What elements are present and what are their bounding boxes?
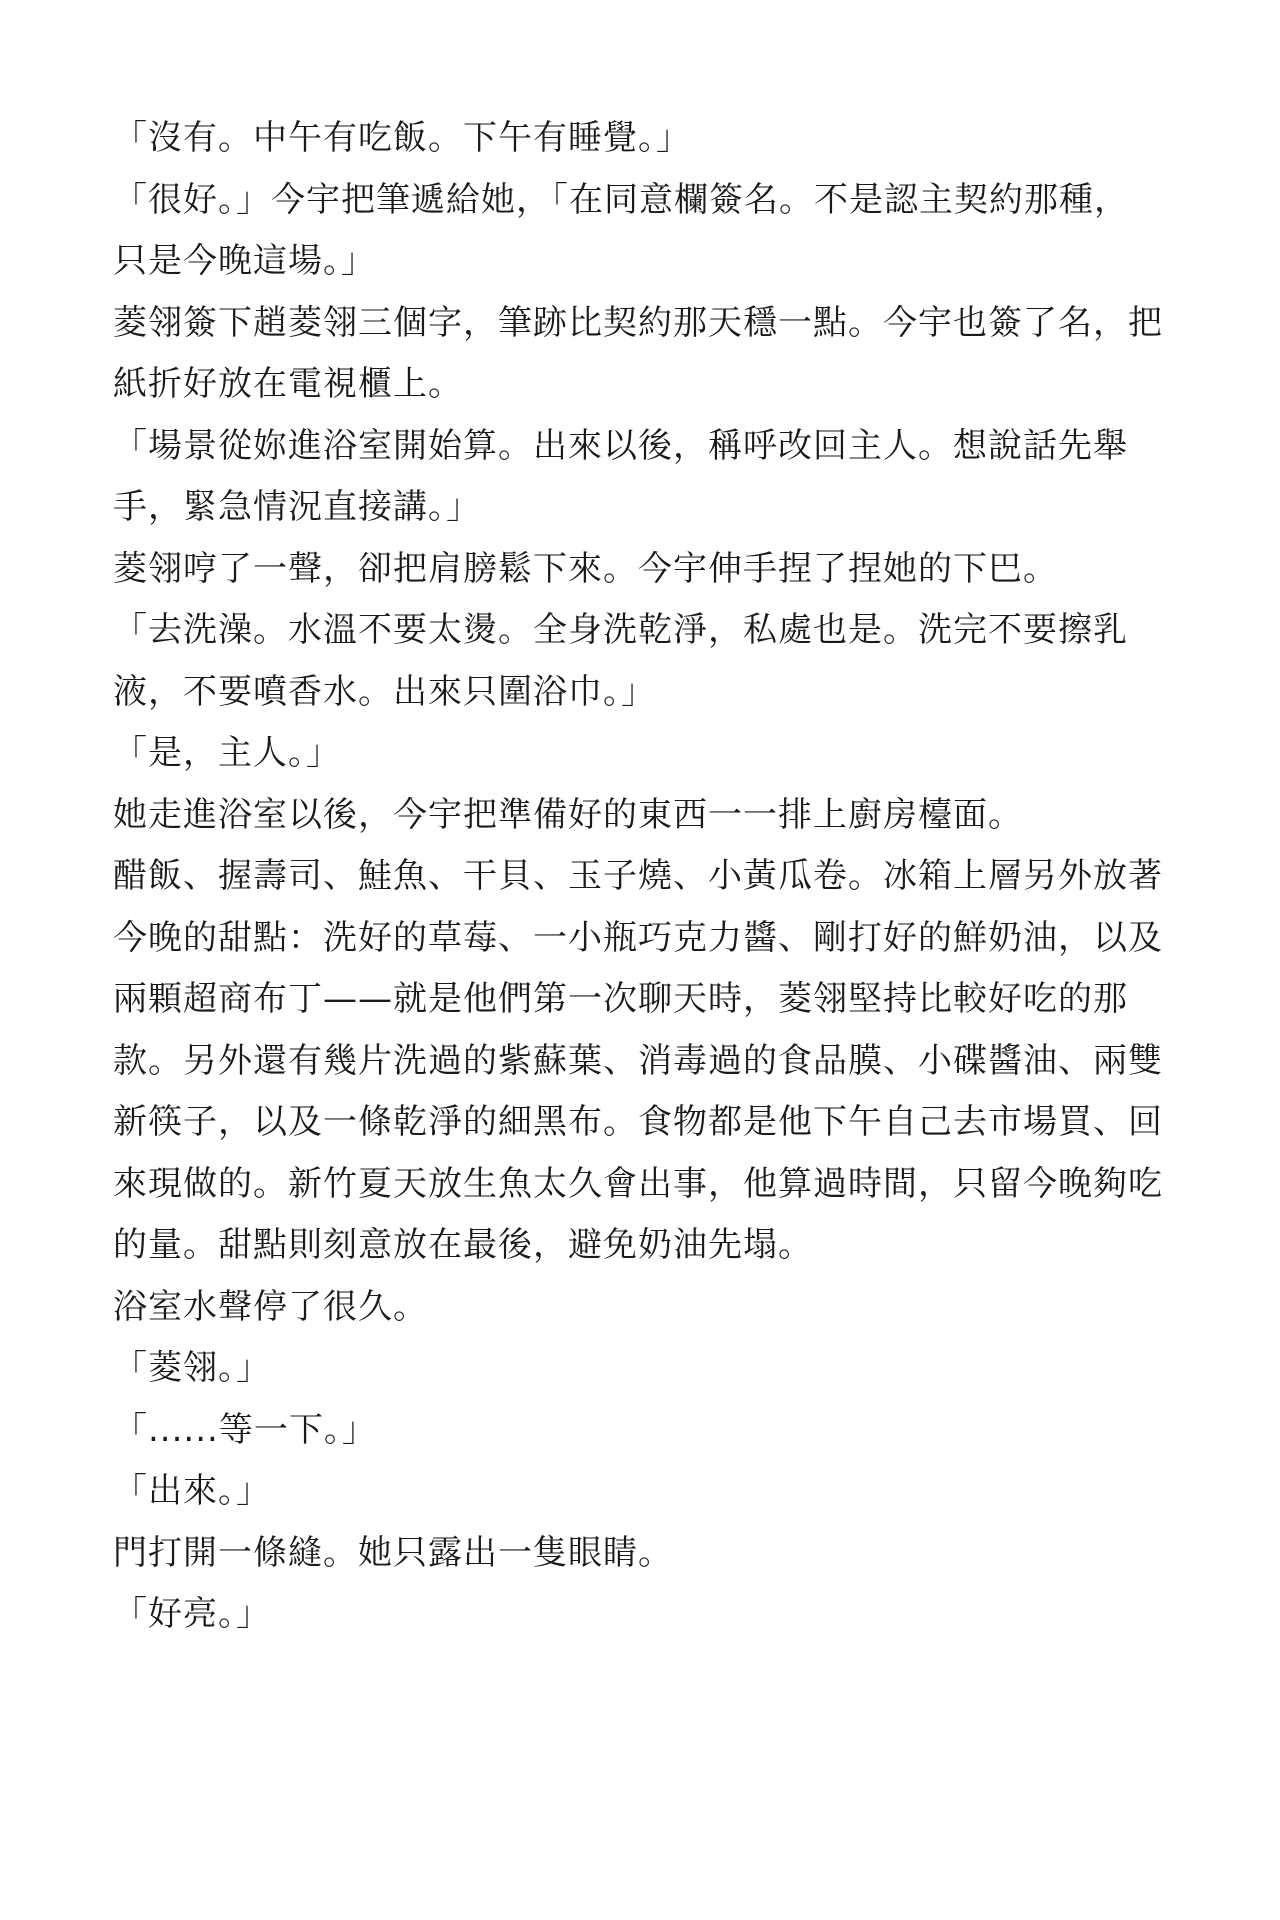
paragraph: 「好亮。」 [113, 1594, 271, 1634]
paragraph: 醋飯、握壽司、鮭魚、干貝、玉子燒、小黃瓜卷。冰箱上層另外放著今晚的甜點：洗好的草莓、一小瓶巧克力醬、剛打好的鮮奶油，以及兩顆超商布丁——就是他們第一次聊天時，菱翎堅持比較好吃的那款。另外還有幾片洗過的紫蘇葉、消毒過的食品膜、小碟醬油、兩雙新筷子，以及一條乾淨的細黑布。食物都是他下午自己去市場買、回來現做的。新竹夏天放生魚太久會出事，他算過時間，只留今晚夠吃的量。甜點則刻意放在最後，避免奶油先塌。 [113, 856, 1163, 1265]
paragraph: 「出來。」 [113, 1471, 271, 1511]
document-body [113, 108, 1163, 1646]
paragraph: 門打開一條縫。她只露出一隻眼睛。 [113, 1532, 673, 1573]
paragraph: 「場景從妳進浴室開始算。出來以後，稱呼改回主人。想說話先舉手，緊急情況直接講。」 [113, 425, 1128, 527]
paragraph: 「去洗澡。水溫不要太燙。全身洗乾淨，私處也是。洗完不要擦乳液，不要噴香水。出來只圍浴巾。」 [113, 610, 1128, 712]
paragraph: 她走進浴室以後，今宇把準備好的東西一一排上廚房檯面。 [113, 794, 1023, 835]
paragraph: 「菱翎。」 [113, 1348, 271, 1388]
paragraph: 浴室水聲停了很久。 [113, 1286, 428, 1327]
paragraph: 「很好。」今宇把筆遞給她，「在同意欄簽名。不是認主契約那種，只是今晚這場。」 [113, 179, 1129, 281]
paragraph: 「......等一下。」 [113, 1409, 377, 1450]
paragraph: 菱翎哼了一聲，卻把肩膀鬆下來。今宇伸手捏了捏她的下巴。 [113, 548, 1058, 589]
paragraph: 「沒有。中午有吃飯。下午有睡覺。」 [113, 118, 691, 158]
paragraph: 「是，主人。」 [113, 733, 341, 773]
paragraph: 菱翎簽下趙菱翎三個字，筆跡比契約那天穩一點。今宇也簽了名，把紙折好放在電視櫃上。 [113, 302, 1163, 404]
